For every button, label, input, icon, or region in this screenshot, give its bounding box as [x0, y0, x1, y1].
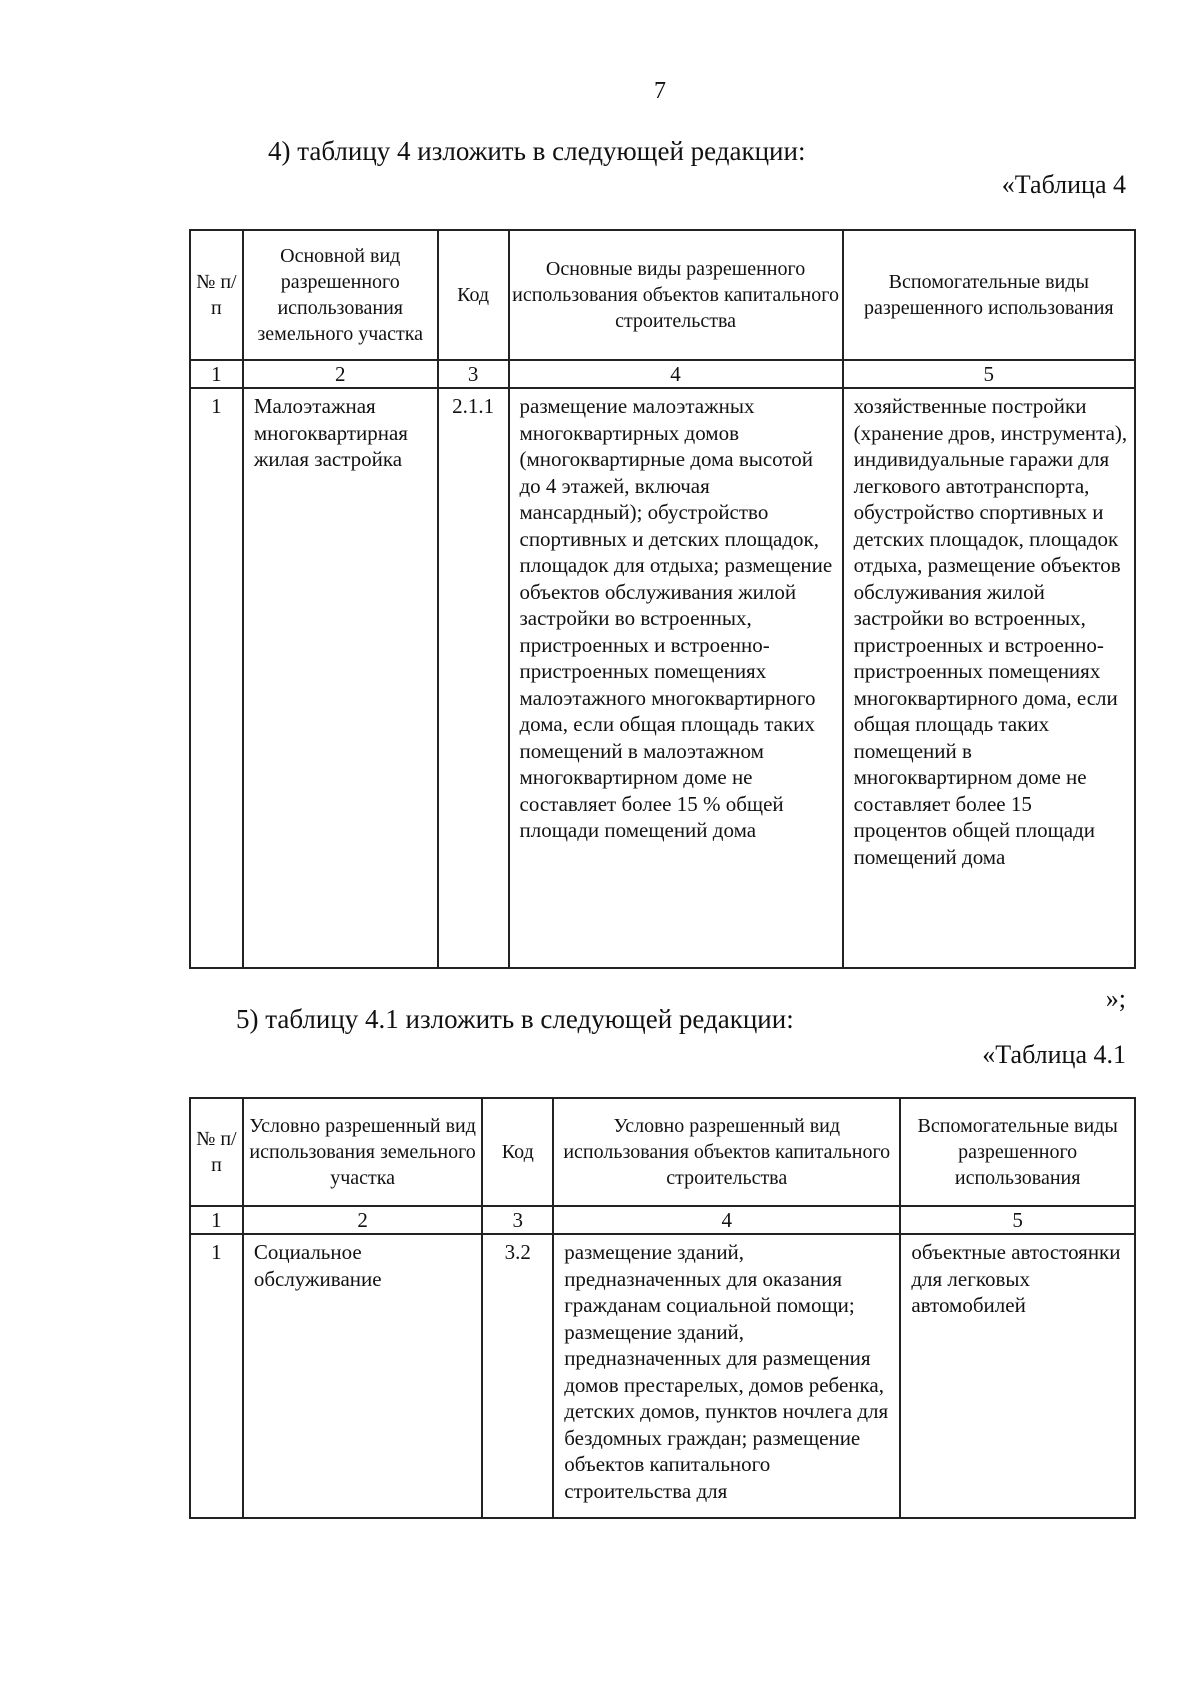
- column-number: 3: [482, 1206, 553, 1234]
- column-number: 1: [190, 1206, 243, 1234]
- header-number: № п/п: [190, 1098, 243, 1206]
- row-number: 1: [190, 388, 243, 968]
- table-row: [190, 1234, 1135, 1518]
- table-4-closing-quote: »;: [1105, 984, 1126, 1013]
- header-auxiliary-uses: Вспомогательные виды разрешенного использования: [900, 1098, 1135, 1206]
- column-number: 5: [900, 1206, 1135, 1234]
- section-5-intro: 5) таблицу 4.1 изложить в следующей редакции:: [236, 1004, 794, 1034]
- column-number: 2: [243, 1206, 483, 1234]
- table-4-1: [189, 1097, 1136, 1519]
- column-number: 3: [438, 360, 509, 388]
- main-uses: размещение малоэтажных многоквартирных домов (многоквартирные дома высотой до 4 этажей, включая мансардный); обустройство спортивных и детских площадок, площадок для отдыха; размещение объектов обслуживания жилой застройки во встроенных, пристроенных и встроенно-пристроенных помещениях малоэтажного многоквартирного дома, если общая площадь таких помещений в малоэтажном многоквартирном доме не составляет более 15 % общей площади помещений дома: [509, 388, 843, 968]
- table-4-1-caption: «Таблица 4.1: [982, 1040, 1126, 1069]
- row-number: 1: [190, 1234, 243, 1518]
- header-code: Код: [438, 230, 509, 360]
- table-4-caption: «Таблица 4: [1001, 170, 1126, 199]
- use-code: 3.2: [482, 1234, 553, 1518]
- conditional-uses: размещение зданий, предназначенных для оказания гражданам социальной помощи; размещение зданий, предназначенных для размещения домов престарелых, домов ребенка, детских домов, пунктов ночлега для бездомных граждан; размещение объектов капитального строительства для: [553, 1234, 900, 1518]
- table-4-header-row: [190, 230, 1135, 360]
- auxiliary-uses: объектные автостоянки для легковых автомобилей: [900, 1234, 1135, 1518]
- header-conditional-uses: Условно разрешенный вид использования объектов капитального строительства: [553, 1098, 900, 1206]
- column-number: 2: [243, 360, 438, 388]
- column-number: 4: [553, 1206, 900, 1234]
- use-code: 2.1.1: [438, 388, 509, 968]
- table-4: [189, 229, 1136, 969]
- table-row: [190, 388, 1135, 968]
- header-main-uses: Основные виды разрешенного использования объектов капитального строительства: [509, 230, 843, 360]
- column-number: 1: [190, 360, 243, 388]
- header-number: № п/п: [190, 230, 243, 360]
- column-number: 4: [509, 360, 843, 388]
- section-4-intro: 4) таблицу 4 изложить в следующей редакции:: [268, 136, 806, 166]
- auxiliary-uses: хозяйственные постройки (хранение дров, инструмента), индивидуальные гаражи для легкового автотранспорта, обустройство спортивных и детских площадок, площадок отдыха, размещение объектов обслуживания жилой застройки во встроенных, пристроенных и встроенно-пристроенных помещениях многоквартирного дома, если общая площадь таких помещений в многоквартирном доме не составляет более 15 процентов общей площади помещений дома: [843, 388, 1135, 968]
- header-land-use-kind: Основной вид разрешенного использования земельного участка: [243, 230, 438, 360]
- column-number: 5: [843, 360, 1135, 388]
- land-use-kind: Малоэтажная многоквартирная жилая застройка: [243, 388, 438, 968]
- land-use-kind: Социальное обслуживание: [243, 1234, 483, 1518]
- header-auxiliary-uses: Вспомогательные виды разрешенного использования: [843, 230, 1135, 360]
- table-4-1-column-numbers: [190, 1206, 1135, 1234]
- page-number: 7: [654, 78, 666, 104]
- table-4-1-header-row: [190, 1098, 1135, 1206]
- header-code: Код: [482, 1098, 553, 1206]
- header-conditional-land-use-kind: Условно разрешенный вид использования земельного участка: [243, 1098, 483, 1206]
- table-4-column-numbers: [190, 360, 1135, 388]
